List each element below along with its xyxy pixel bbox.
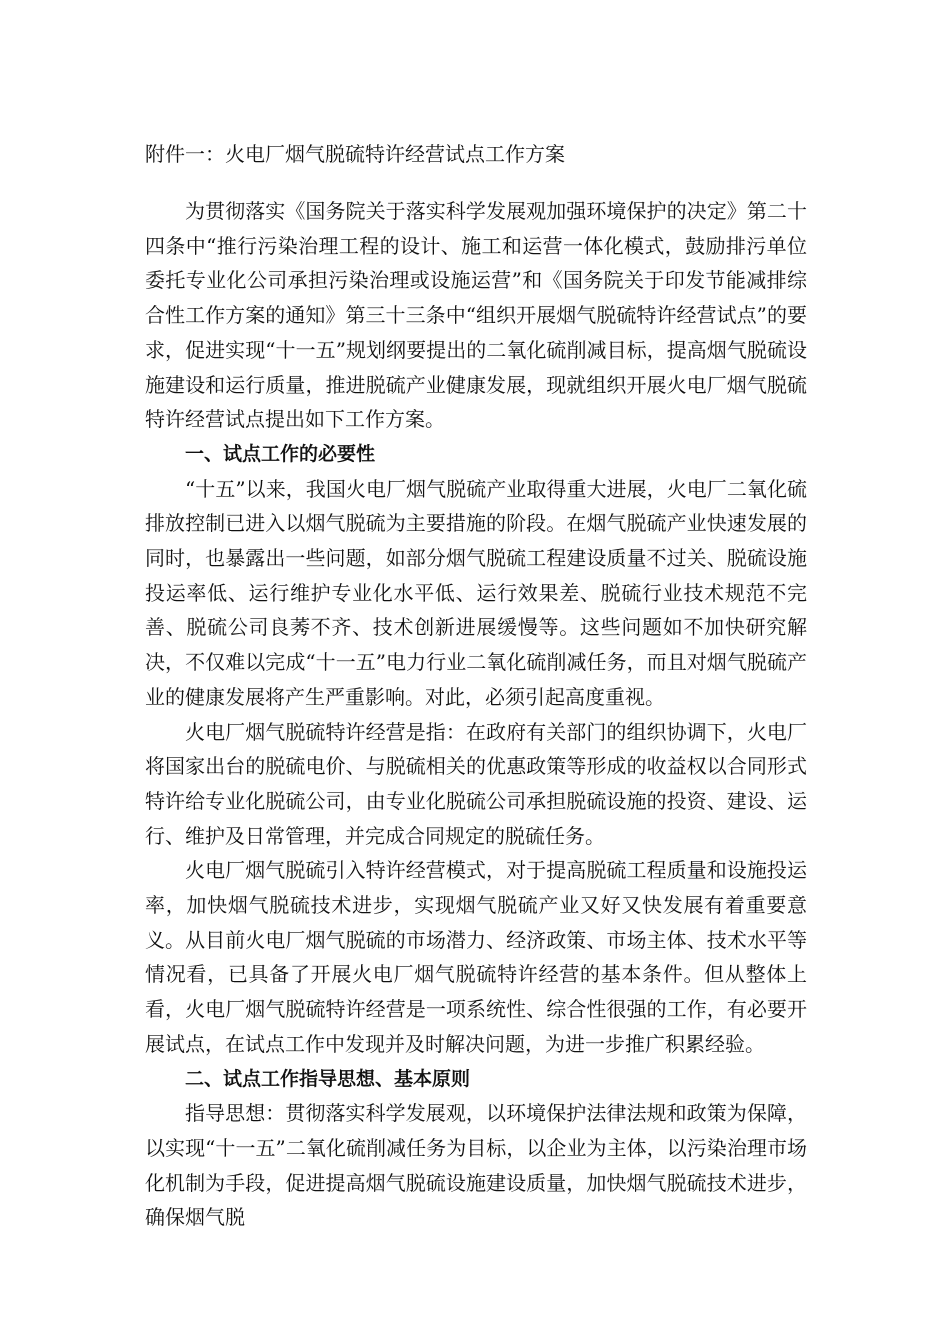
- body-paragraph: 指导思想：贯彻落实科学发展观，以环境保护法律法规和政策为保障，以实现“十一五”二氧化硫削减任务为目标，以企业为主体，以污染治理市场化机制为手段，促进提高烟气脱硫设施建设质量，加快烟气脱硫技术进步，确保烟气脱: [145, 1101, 807, 1230]
- body-paragraph: “十五”以来，我国火电厂烟气脱硫产业取得重大进展，火电厂二氧化硫排放控制已进入以烟气脱硫为主要措施的阶段。在烟气脱硫产业快速发展的同时，也暴露出一些问题，如部分烟气脱硫工程建设质量不过关、脱硫设施投运率低、运行维护专业化水平低、运行效果差、脱硫行业技术规范不完善、脱硫公司良莠不齐、技术创新进展缓慢等。这些问题如不加快研究解决，不仅难以完成“十一五”电力行业二氧化硫削减任务，而且对烟气脱硫产业的健康发展将产生严重影响。对此，必须引起高度重视。: [145, 476, 807, 709]
- document-page: [145, 138, 807, 1235]
- intro-paragraph: 为贯彻落实《国务院关于落实科学发展观加强环境保护的决定》第二十四条中“推行污染治理工程的设计、施工和运营一体化模式，鼓励排污单位委托专业化公司承担污染治理或设施运营”和《国务院关于印发节能减排综合性工作方案的通知》第三十三条中“组织开展烟气脱硫特许经营试点”的要求，促进实现“十一五”规划纲要提出的二氧化硫削减目标，提高烟气脱硫设施建设和运行质量，推进脱硫产业健康发展，现就组织开展火电厂烟气脱硫特许经营试点提出如下工作方案。: [145, 199, 807, 432]
- body-paragraph: 火电厂烟气脱硫引入特许经营模式，对于提高脱硫工程质量和设施投运率，加快烟气脱硫技术进步，实现烟气脱硫产业又好又快发展有着重要意义。从目前火电厂烟气脱硫的市场潜力、经济政策、市场主体、技术水平等情况看，已具备了开展火电厂烟气脱硫特许经营的基本条件。但从整体上看，火电厂烟气脱硫特许经营是一项系统性、综合性很强的工作，有必要开展试点，在试点工作中发现并及时解决问题，为进一步推广积累经验。: [145, 858, 807, 1056]
- section-heading-necessity: 一、试点工作的必要性: [185, 442, 376, 465]
- body-paragraph: 火电厂烟气脱硫特许经营是指：在政府有关部门的组织协调下，火电厂将国家出台的脱硫电价、与脱硫相关的优惠政策等形成的收益权以合同形式特许给专业化脱硫公司，由专业化脱硫公司承担脱硫设施的投资、建设、运行、维护及日常管理，并完成合同规定的脱硫任务。: [145, 719, 807, 848]
- section-heading-guiding-principles: 二、试点工作指导思想、基本原则: [185, 1067, 471, 1090]
- attachment-title: 附件一：火电厂烟气脱硫特许经营试点工作方案: [145, 142, 565, 166]
